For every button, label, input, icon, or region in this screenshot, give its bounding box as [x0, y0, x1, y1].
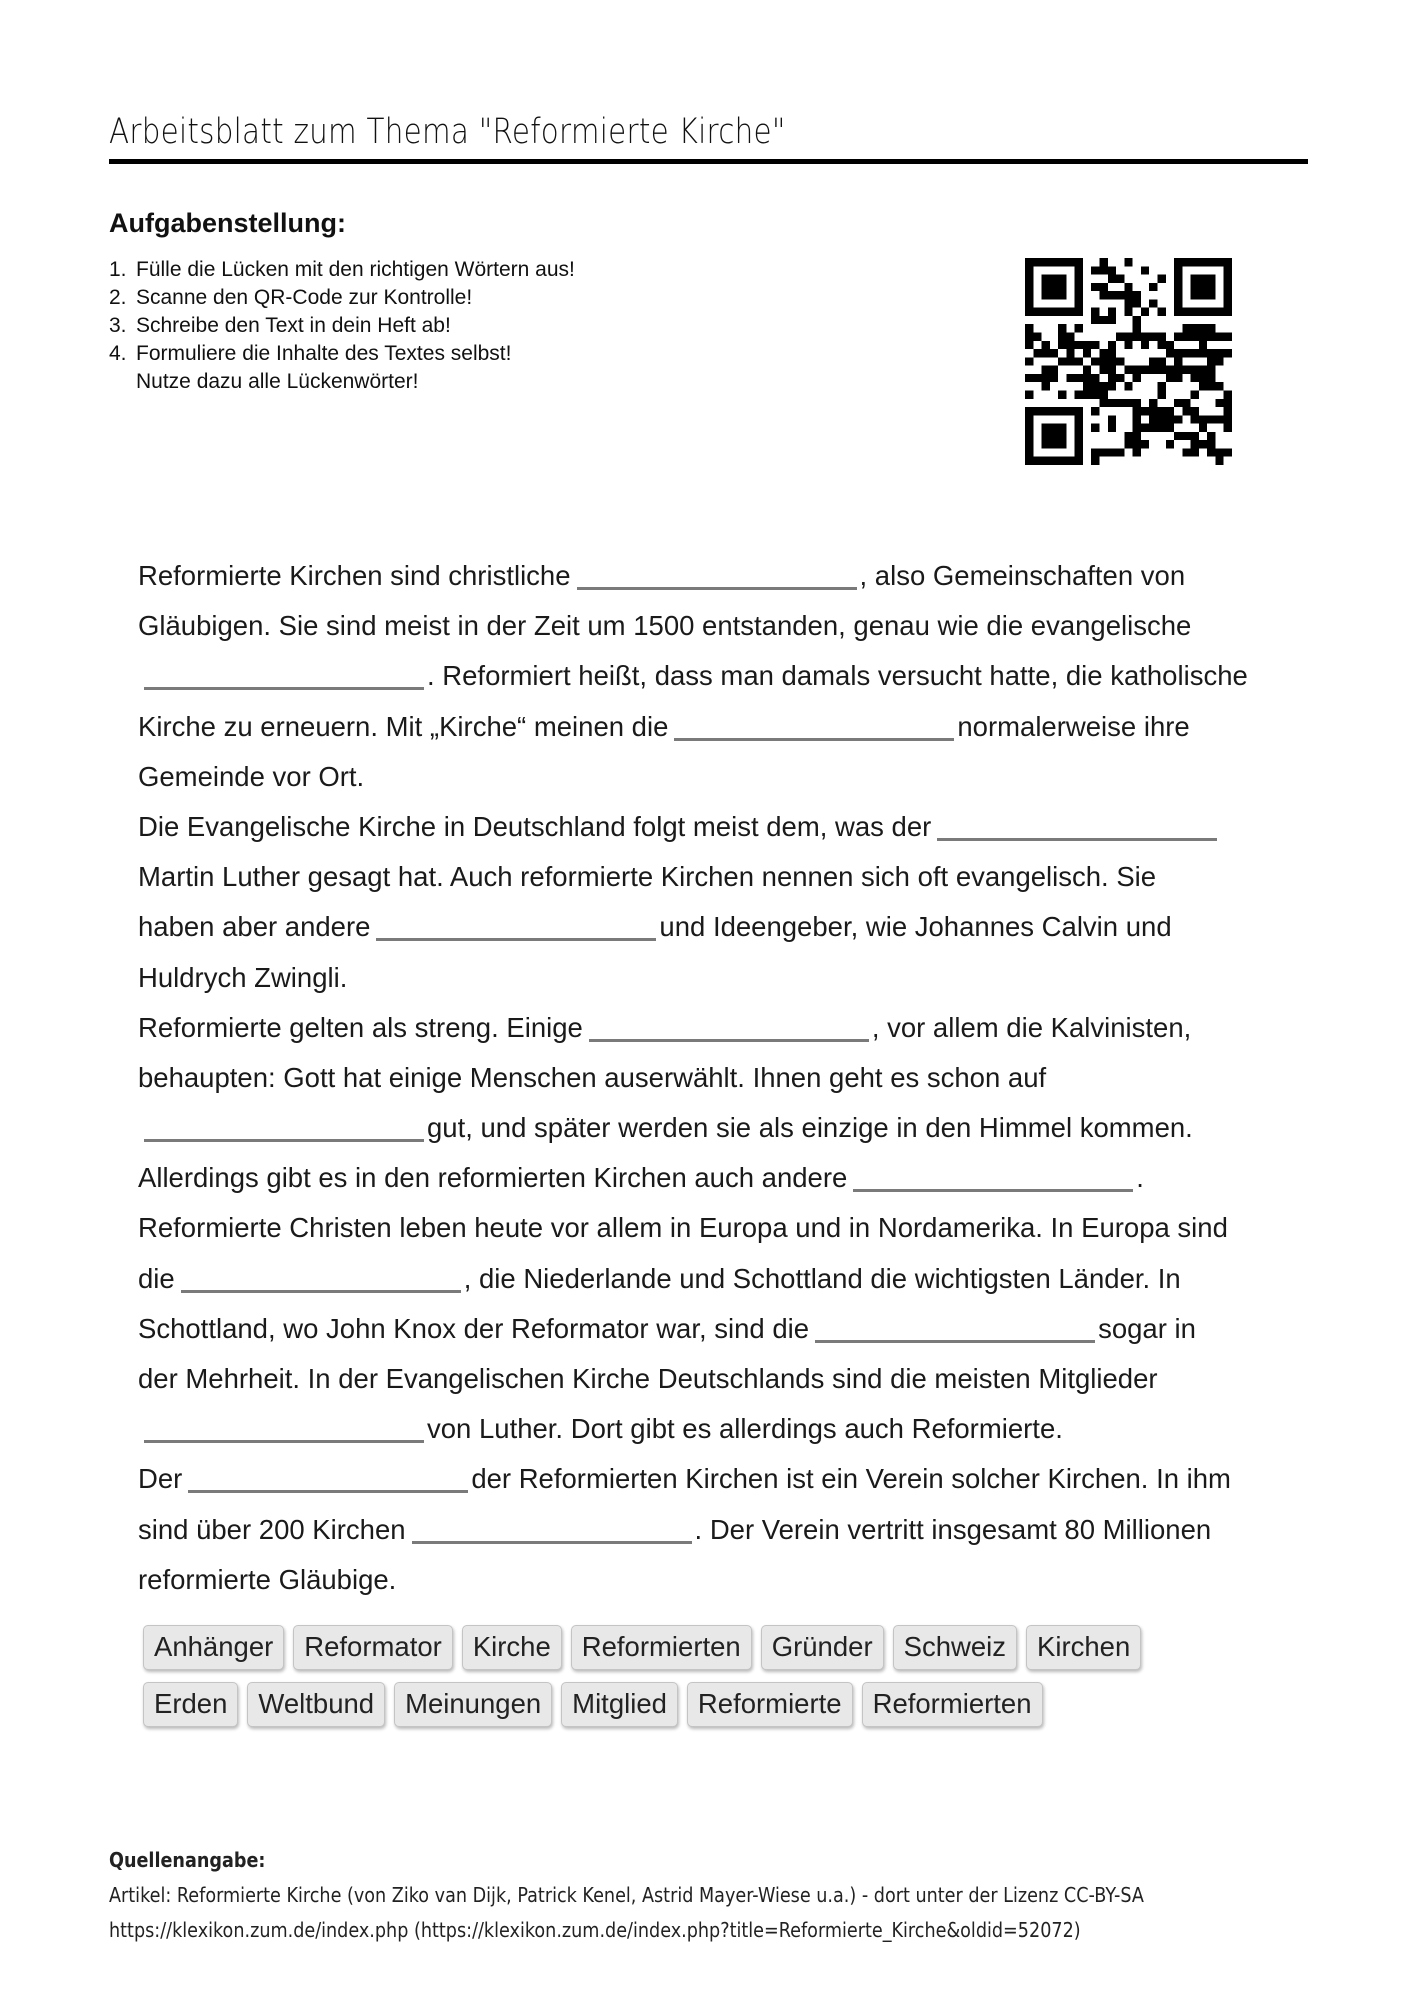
sources [109, 1843, 1144, 1948]
text-line [138, 551, 1318, 601]
text-line [138, 1203, 1318, 1253]
text-segment: Kirche zu erneuern. Mit „Kirche“ meinen die [138, 710, 669, 742]
word-chip[interactable]: Kirche [462, 1625, 562, 1670]
text-segment: Allerdings gibt es in den reformierten Kirchen auch andere [138, 1162, 848, 1194]
task-text: Schreibe den Text in dein Heft ab! [136, 314, 451, 337]
task-number: 3. [109, 314, 127, 337]
task-text: Fülle die Lücken mit den richtigen Wörtern aus! [136, 258, 575, 281]
word-chip[interactable]: Mitglied [561, 1682, 678, 1727]
text-segment: haben aber andere [138, 911, 371, 943]
text-segment: Martin Luther gesagt hat. Auch reformierte Kirchen nennen sich oft evangelisch. Sie [138, 861, 1157, 893]
text-segment: normalerweise ihre [957, 710, 1190, 742]
text-segment: Der [138, 1463, 183, 1495]
text-line [138, 1555, 1318, 1605]
title-divider [109, 159, 1308, 164]
text-line [138, 802, 1318, 852]
word-chip[interactable]: Gründer [761, 1625, 884, 1670]
word-chip[interactable]: Anhänger [143, 1625, 284, 1670]
text-line [138, 953, 1318, 1003]
task-number: 2. [109, 286, 127, 309]
word-bank [143, 1625, 1293, 1739]
text-line [138, 1254, 1318, 1304]
text-segment: Reformierte gelten als streng. Einige [138, 1011, 583, 1043]
text-segment: der Reformierten Kirchen ist ein Verein solcher Kirchen. In ihm [471, 1463, 1231, 1495]
word-chip[interactable]: Meinungen [394, 1682, 552, 1727]
text-segment: , also Gemeinschaften von [859, 560, 1186, 591]
word-bank-row [143, 1682, 1293, 1739]
blank-field[interactable] [937, 838, 1217, 841]
text-segment: sogar in [1098, 1312, 1196, 1344]
text-line [138, 1505, 1318, 1555]
text-line [138, 1454, 1318, 1504]
word-bank-row [143, 1625, 1293, 1682]
task-text: Formuliere die Inhalte des Textes selbst! [136, 342, 512, 365]
page-title: Arbeitsblatt zum Thema "Reformierte Kirche" [109, 112, 786, 152]
text-segment: und Ideengeber, wie Johannes Calvin und [659, 911, 1172, 943]
sources-article: Artikel: Reformierte Kirche (von Ziko van Dijk, Patrick Kenel, Astrid Mayer-Wiese u.a.) - dort unter der Lizenz CC-BY-SA [109, 1883, 1144, 1907]
text-segment: gut, und später werden sie als einzige in den Himmel kommen. [427, 1112, 1193, 1144]
text-line [138, 601, 1318, 651]
task-heading: Aufgabenstellung: [109, 208, 346, 238]
word-chip[interactable]: Reformierten [571, 1625, 752, 1670]
text-segment: behaupten: Gott hat einige Menschen auserwählt. Ihnen geht es schon auf [138, 1061, 1047, 1093]
cloze-text [138, 551, 1318, 1605]
blank-field[interactable] [144, 687, 424, 690]
text-segment: Gemeinde vor Ort. [138, 760, 365, 792]
word-chip[interactable]: Reformierte [687, 1682, 853, 1727]
text-segment: . [1136, 1162, 1144, 1194]
text-segment: Die Evangelische Kirche in Deutschland folgt meist dem, was der [138, 810, 932, 842]
text-line [138, 651, 1318, 701]
text-line [138, 1053, 1318, 1103]
text-line [138, 1304, 1318, 1354]
blank-field[interactable] [412, 1541, 692, 1544]
blank-field[interactable] [853, 1189, 1133, 1192]
task-item [109, 340, 575, 368]
qr-code-icon[interactable] [1025, 258, 1232, 465]
text-segment: Gläubigen. Sie sind meist in der Zeit um 1500 entstanden, genau wie die evangelische [138, 610, 1192, 642]
task-item [109, 256, 575, 284]
task-item [109, 312, 575, 340]
word-chip[interactable]: Schweiz [893, 1625, 1017, 1670]
sources-url: https://klexikon.zum.de/index.php (https://klexikon.zum.de/index.php?title=Reformierte_Kirche&oldid=52072) [109, 1918, 1081, 1942]
blank-field[interactable] [376, 938, 656, 941]
text-segment: Reformierte Christen leben heute vor allem in Europa und in Nordamerika. In Europa sind [138, 1212, 1228, 1244]
word-chip[interactable]: Kirchen [1026, 1625, 1141, 1670]
blank-field[interactable] [188, 1490, 468, 1493]
task-list [109, 256, 575, 396]
word-chip[interactable]: Reformator [293, 1625, 453, 1670]
word-chip[interactable]: Erden [143, 1682, 238, 1727]
blank-field[interactable] [144, 1139, 424, 1142]
text-segment: sind über 200 Kirchen [138, 1513, 406, 1545]
blank-field[interactable] [181, 1290, 461, 1293]
blank-field[interactable] [674, 738, 954, 741]
text-line [138, 1354, 1318, 1404]
text-line [138, 752, 1318, 802]
text-line [138, 1103, 1318, 1153]
task-item [109, 284, 575, 312]
text-segment: die [138, 1262, 175, 1294]
text-segment: reformierte Gläubige. [138, 1563, 397, 1595]
text-segment: , die Niederlande und Schottland die wichtigsten Länder. In [463, 1262, 1181, 1294]
word-chip[interactable]: Reformierten [862, 1682, 1043, 1727]
task-text: Scanne den QR-Code zur Kontrolle! [136, 286, 473, 309]
text-segment: . Reformiert heißt, dass man damals versucht hatte, die katholische [427, 660, 1248, 692]
text-segment: , vor allem die Kalvinisten, [871, 1011, 1192, 1043]
text-line [138, 902, 1318, 952]
task-item-continuation: Nutze dazu alle Lückenwörter! [136, 370, 419, 393]
task-number: 4. [109, 342, 127, 365]
text-segment: . Der Verein vertritt insgesamt 80 Millionen [694, 1513, 1212, 1545]
blank-field[interactable] [815, 1340, 1095, 1343]
text-segment: von Luther. Dort gibt es allerdings auch Reformierte. [427, 1413, 1063, 1445]
text-line [138, 1003, 1318, 1053]
text-segment: Schottland, wo John Knox der Reformator war, sind die [138, 1312, 810, 1344]
word-chip[interactable]: Weltbund [247, 1682, 385, 1727]
text-line [138, 852, 1318, 902]
text-line [138, 702, 1318, 752]
sources-heading: Quellenangabe: [109, 1848, 266, 1872]
text-line [138, 1153, 1318, 1203]
text-segment: der Mehrheit. In der Evangelischen Kirche Deutschlands sind die meisten Mitglieder [138, 1363, 1158, 1394]
text-segment: Huldrych Zwingli. [138, 961, 348, 993]
blank-field[interactable] [144, 1440, 424, 1443]
blank-field[interactable] [589, 1039, 869, 1042]
task-number: 1. [109, 258, 127, 281]
text-line [138, 1404, 1318, 1454]
blank-field[interactable] [577, 587, 857, 590]
text-segment: Reformierte Kirchen sind christliche [138, 560, 571, 591]
